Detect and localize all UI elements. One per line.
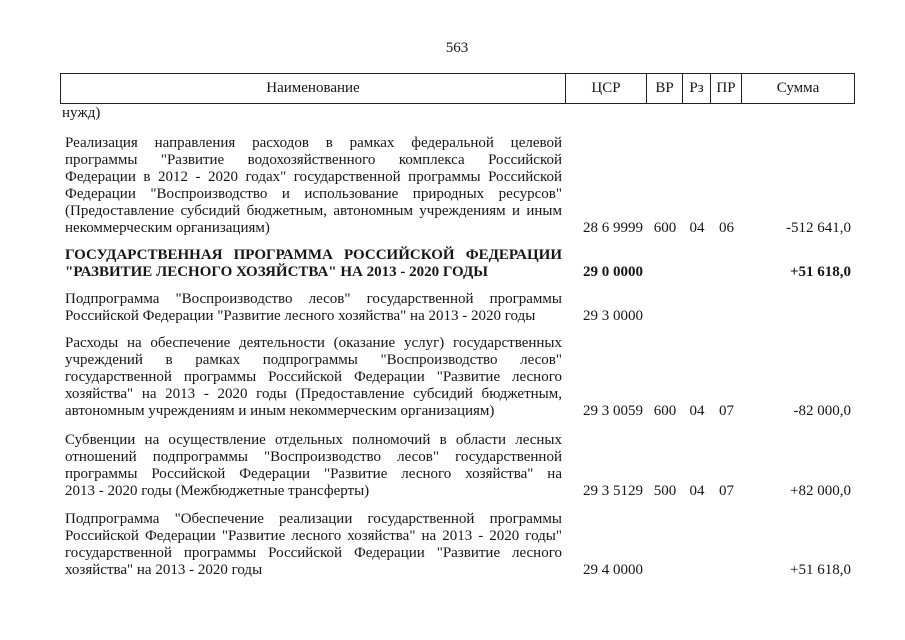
row-name — [60, 105, 566, 122]
row-name-line: хозяйства" на 2013 - 2020 годы — [65, 562, 263, 578]
row-name-line: (Предоставление субсидий бюджетным, автономным учреждениям и иным — [65, 203, 562, 219]
row-name-line: хозяйства" на 2013 - 2020 годы (Предоставление субсидий бюджетным, — [65, 386, 562, 402]
row-name-line: программы "Развитие водохозяйственного комплекса Российской — [65, 152, 562, 168]
csr-code: 29 3 0059 — [583, 403, 643, 419]
row-name-line: Российской Федерации "Развитие лесного хозяйства" на 2013 - 2020 годы — [65, 308, 536, 324]
vr-code: 600 — [653, 220, 677, 236]
row-name-line: Субвенции на осуществление отдельных полномочий в области лесных — [65, 432, 562, 448]
row-name-line: некоммерческим организациям) — [65, 220, 270, 236]
row-name-line: "РАЗВИТИЕ ЛЕСНОГО ХОЗЯЙСТВА" НА 2013 - 2020 ГОДЫ — [65, 264, 489, 280]
row-name — [60, 135, 566, 237]
pr-code: 07 — [719, 403, 734, 419]
row-name-line: Реализация направления расходов в рамках федеральной целевой — [65, 135, 562, 151]
amount: -82 000,0 — [793, 403, 851, 419]
row-name-line: Федерации "Воспроизводство и использование природных ресурсов" — [65, 186, 562, 202]
page-number: 563 — [445, 40, 469, 56]
amount: -512 641,0 — [786, 220, 851, 236]
csr-code: 29 4 0000 — [583, 562, 643, 578]
amount: +51 618,0 — [789, 264, 851, 280]
table-body — [60, 105, 855, 579]
row-name — [60, 335, 566, 420]
table-row — [60, 335, 855, 420]
row-name-line: государственной программы Российской Федерации "Развитие лесного — [65, 369, 562, 385]
table-row — [60, 135, 855, 237]
table-row — [60, 105, 855, 122]
header-vr: ВР — [647, 74, 683, 103]
row-name-line: государственной программы Российской Федерации "Развитие лесного — [65, 545, 562, 561]
row-name-line: автономным учреждениям и иным некоммерческим организациям) — [65, 403, 495, 419]
row-name-line: Расходы на обеспечение деятельности (оказание услуг) государственных — [65, 335, 562, 351]
csr-code: 29 3 5129 — [583, 483, 643, 499]
table-row — [60, 291, 855, 325]
row-name-line: Российской Федерации "Развитие лесного хозяйства" на 2013 - 2020 годы" — [65, 528, 562, 544]
amount: +51 618,0 — [790, 562, 851, 578]
rz-code: 04 — [689, 403, 705, 419]
amount: +82 000,0 — [790, 483, 851, 499]
row-name-line: Подпрограмма "Обеспечение реализации государственной программы — [65, 511, 562, 527]
csr-code: 29 0 0000 — [583, 264, 643, 280]
row-name-line: 2013 - 2020 годы (Межбюджетные трансферты) — [65, 483, 370, 499]
row-name — [60, 511, 566, 579]
row-name-line: Федерации в 2012 - 2020 годах" государственной программы Российской — [65, 169, 562, 185]
pr-code: 06 — [719, 220, 734, 236]
row-name-line: ГОСУДАРСТВЕННАЯ ПРОГРАММА РОССИЙСКОЙ ФЕДЕРАЦИИ — [65, 247, 562, 263]
row-name — [60, 247, 566, 281]
row-name — [60, 291, 566, 325]
table-row — [60, 511, 855, 579]
header-csr: ЦСР — [566, 74, 647, 103]
table-row — [60, 247, 855, 281]
row-name-line: Подпрограмма "Воспроизводство лесов" государственной программы — [65, 291, 562, 307]
pr-code: 07 — [719, 483, 734, 499]
header-name: Наименование — [61, 74, 566, 103]
row-name-line: отношений подпрограммы "Воспроизводство лесов" государственной — [65, 449, 562, 465]
csr-code: 28 6 9999 — [583, 220, 643, 236]
header-pr: ПР — [711, 74, 742, 103]
csr-code: 29 3 0000 — [583, 308, 643, 324]
row-name-line: нужд) — [62, 105, 101, 121]
header-rz: Рз — [683, 74, 711, 103]
row-name — [60, 432, 566, 500]
rz-code: 04 — [689, 483, 705, 499]
row-name-line: программы Российской Федерации "Развитие лесного хозяйства" на — [65, 466, 562, 482]
rz-code: 04 — [689, 220, 705, 236]
header-sum: Сумма — [776, 80, 820, 96]
table-header — [60, 73, 855, 104]
vr-code: 500 — [653, 483, 677, 499]
table-row — [60, 432, 855, 500]
vr-code: 600 — [653, 403, 677, 419]
row-name-line: учреждений в рамках подпрограммы "Воспроизводство лесов" — [65, 352, 562, 368]
